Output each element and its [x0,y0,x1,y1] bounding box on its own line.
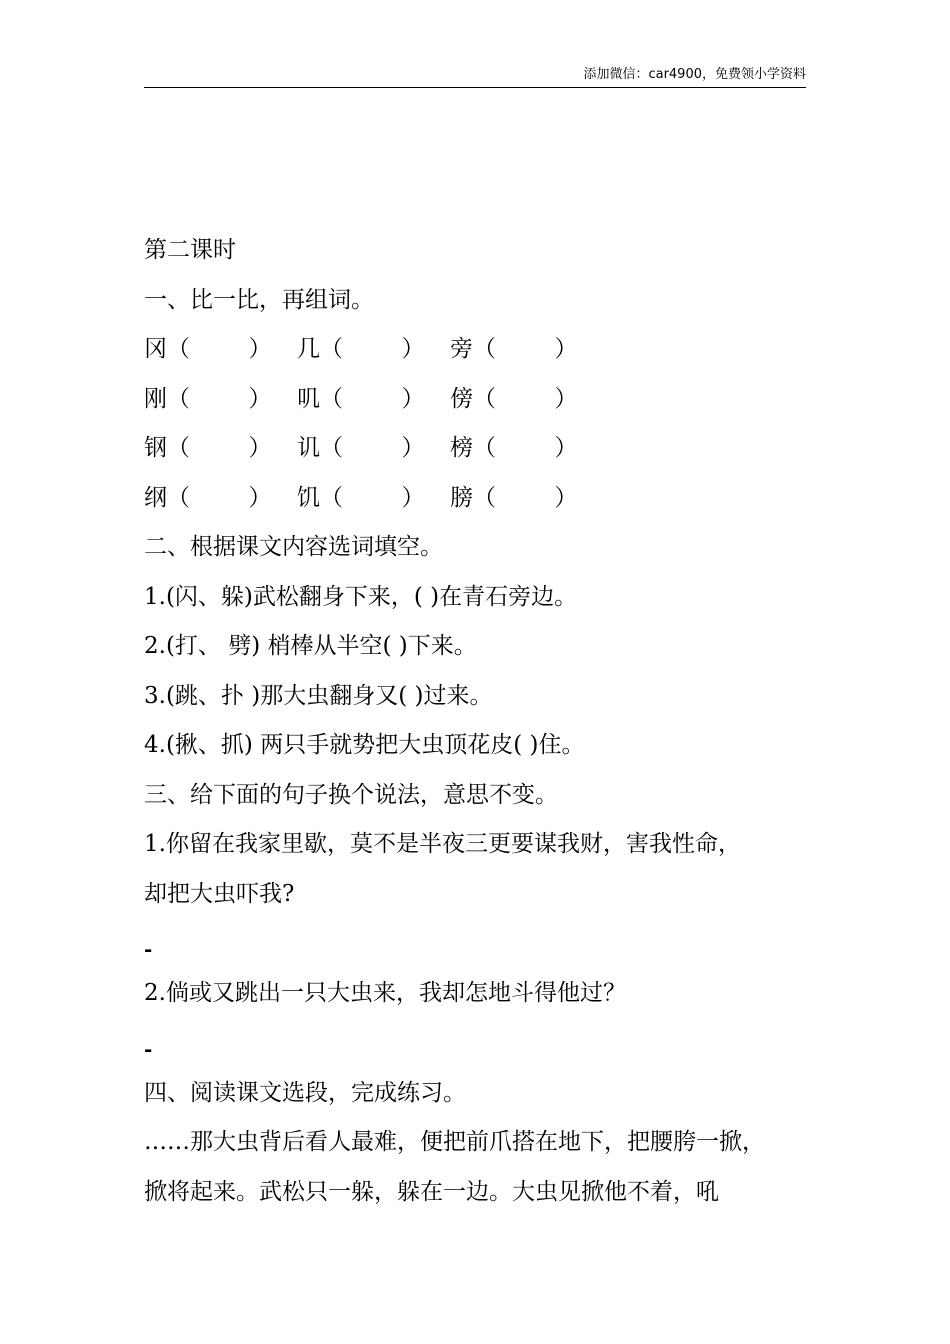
reading-passage-line: ……那大虫背后看人最难，便把前爪搭在地下，把腰胯一掀， [144,1129,765,1155]
word-cell: 钢（ ） [144,435,272,461]
answer-line-mark: - [144,1036,153,1061]
page-header: 添加微信：car4900，免费领小学资料 [583,67,806,82]
question-1-line-2: 却把大虫吓我? [144,880,295,907]
question-2: 2.倘或又跳出一只大虫来，我却怎地斗得他过？ [144,980,626,1006]
word-cell: 榜（ ） [450,435,578,461]
header-rule [144,87,806,88]
fill-blank-item: 3.(跳、扑 )那大虫翻身又( )过来。 [144,682,493,709]
fill-blank-item: 1.(闪、躲)武松翻身下来，( )在青石旁边。 [144,583,578,610]
word-cell: 纲（ ） [144,484,272,511]
answer-line-mark: - [144,937,153,961]
fill-blank-item: 4.(揪、抓) 两只手就势把大虫顶花皮( )住。 [144,732,585,758]
word-cell: 旁（ ） [450,336,578,362]
question-1-line-1: 1.你留在我家里歇，莫不是半夜三更要谋我财，害我性命， [144,831,741,857]
document-body [144,226,834,1217]
word-row [144,474,834,524]
word-cell: 傍（ ） [450,385,578,412]
section1-heading: 一、比一比，再组词。 [144,286,374,313]
word-row [144,325,834,375]
reading-passage-line: 掀将起来。武松只一躲，躲在一边。大虫见掀他不着，吼 [144,1178,719,1205]
word-cell: 讥（ ） [297,435,425,461]
word-cell: 叽（ ） [297,385,425,412]
lesson-title: 第二课时 [144,237,236,263]
word-cell: 饥（ ） [297,484,425,511]
section3-heading: 三、给下面的句子换个说法，意思不变。 [144,781,558,808]
word-cell: 几（ ） [297,336,425,362]
word-row [144,375,834,425]
word-cell: 膀（ ） [450,484,578,511]
section2-heading: 二、根据课文内容选词填空。 [144,534,443,560]
word-cell: 刚（ ） [144,385,272,412]
section4-heading: 四、阅读课文选段，完成练习。 [144,1079,466,1106]
word-row [144,424,834,474]
word-cell: 冈（ ） [144,336,272,362]
fill-blank-item: 2.(打、 劈) 梢棒从半空( )下来。 [144,633,477,659]
